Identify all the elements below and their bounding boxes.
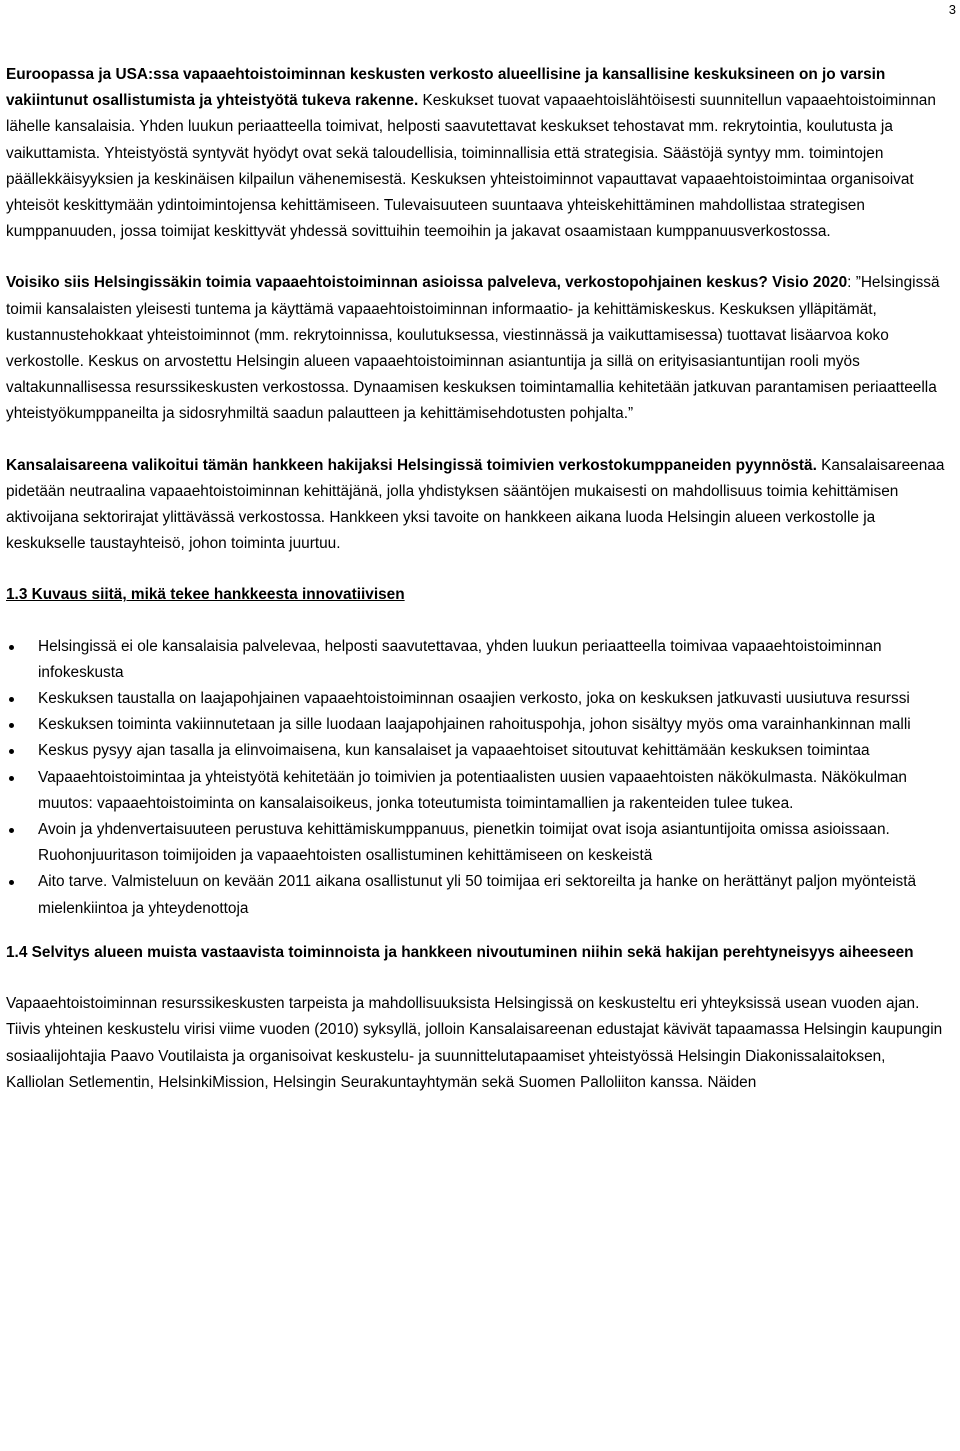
list-item-text: Keskuksen toiminta vakiinnutetaan ja sille luodaan laajapohjainen rahoituspohja, johon sisältyy myös oma varainhankinnan malli — [38, 716, 911, 734]
bullet-icon — [9, 645, 14, 650]
paragraph-lead-bold: Kansalaisareena valikoitui tämän hankkeen hakijaksi Helsingissä toimivien verkostokumppaneiden pyynnöstä. — [6, 456, 817, 474]
list-item — [6, 869, 946, 921]
list-item — [6, 686, 946, 712]
paragraph-text: Kansalaisareenaa pidetään neutraalina vapaaehtoistoiminnan kehittäjänä, jolla yhdistyksen sääntöjen mukaisesti on mahdollisuus toimia kehittämisen aktivoijana sektorirajat ylittävässä verkostossa. Hankkeen yksi tavoite on hankkeen aikana luoda Helsingin alueen verkostolle ja keskukselle taustayhteisö, johon toiminta juurtuu. — [6, 456, 945, 553]
paragraph-lead-bold: Euroopassa ja USA:ssa vapaaehtoistoiminnan keskusten verkosto alueellisine ja kansallisine keskuksineen on jo varsin vakiintunut osallistumista ja yhteistyötä tukeva rakenne. — [6, 66, 886, 110]
list-item-text: Aito tarve. Valmisteluun on kevään 2011 aikana osallistunut yli 50 toimijaa eri sektoreilta ja hanke on herättänyt paljon myönteistä mielenkiintoa ja yhteydenottoja — [38, 873, 917, 917]
innovation-bullet-list — [6, 634, 946, 922]
document-body — [6, 62, 946, 1096]
list-item-text: Avoin ja yhdenvertaisuuteen perustuva kehittämiskumppanuus, pienetkin toimijat ovat isoja asiantuntijoita omissa asioissaan. Ruohonjuuritason toimijoiden ja vapaaehtoisten osallistuminen kehittämiseen on keskeistä — [38, 821, 890, 865]
list-item — [6, 738, 946, 764]
section-heading-1-4: 1.4 Selvitys alueen muista vastaavista toiminnoista ja hankkeen nivoutuminen niihin sekä hakijan perehtyneisyys aiheeseen — [6, 943, 914, 961]
list-item-text: Helsingissä ei ole kansalaisia palvelevaa, helposti saavutettavaa, yhden luukun periaatteella toimivaa vapaaehtoistoiminnan infokeskusta — [38, 637, 882, 681]
bullet-icon — [9, 723, 14, 728]
bullet-icon — [9, 749, 14, 754]
vision-label-bold: Visio 2020 — [767, 274, 848, 292]
section-heading-1-3: 1.3 Kuvaus siitä, mikä tekee hankkeesta innovatiivisen — [6, 586, 405, 604]
paragraph-european-centers — [6, 62, 946, 245]
bullet-icon — [9, 828, 14, 833]
list-item — [6, 765, 946, 817]
list-item — [6, 817, 946, 869]
paragraph-question-bold: Voisiko siis Helsingissäkin toimia vapaaehtoistoiminnan asioissa palveleva, verkostopohjainen keskus? — [6, 274, 768, 292]
paragraph-text: Keskukset tuovat vapaaehtoislähtöisesti suunnitellun vapaaehtoistoiminnan lähelle kansalaisia. Yhden luukun periaatteella toimivat, helposti saavutettavat keskukset tehostavat mm. rekrytointia, koulutusta ja vaikuttamista. Yhteistyöstä syntyvät hyödyt ovat sekä taloudellisia, toiminnallisia että strategisia. Säästöjä syntyy mm. toimintojen päällekkäisyyksien ja keskinäisen kilpailun vähenemisestä. Keskuksen yhteistoiminnot vapauttavat vapaaehtoistoimintaa organisoivat yhteisöt keskittymään ydintoimintojensa kehittämiseen. Tulevaisuuteen suuntaava yhteiskehittäminen mahdollistaa strategisen kumppanuuden, jossa toimijat keskittyvät yhdessä sovittuihin teemoihin ja jakavat osaamistaan kumppanuusverkostossa. — [6, 92, 936, 241]
paragraph-kansalaisareena — [6, 453, 946, 558]
list-item — [6, 634, 946, 686]
list-item-text: Vapaaehtoistoimintaa ja yhteistyötä kehitetään jo toimivien ja potentiaalisten uusien vapaaehtoisten näkökulmasta. Näkökulman muutos: vapaaehtoistoiminta on kansalaisoikeus, jonka toteutumista toimintamallien ja rakenteiden tulee tukea. — [38, 768, 907, 812]
paragraph-resource-centers: Vapaaehtoistoiminnan resurssikeskusten tarpeista ja mahdollisuuksista Helsingissä on keskusteltu eri yhteyksissä usean vuoden ajan. Tiivis yhteinen keskustelu virisi viime vuoden (2010) syksyllä, jolloin Kansalaisareenan edustajat kävivät tapaamassa Helsingin kaupungin sosiaalijohtajia Paavo Voutilaista ja organisoivat keskustelu- ja suunnittelutapaamiset yhteistyössä Helsingin Diakonissalaitoksen, Kalliolan Setlementin, HelsinkiMission, Helsingin Seurakuntayhtymän sekä Suomen Palloliiton kanssa. Näiden — [6, 995, 943, 1091]
paragraph-vision-2020 — [6, 270, 946, 427]
bullet-icon — [9, 880, 14, 885]
list-item-text: Keskus pysyy ajan tasalla ja elinvoimaisena, kun kansalaiset ja vapaaehtoiset sitoutuvat kehittämään keskuksen toimintaa — [38, 742, 870, 760]
list-item — [6, 712, 946, 738]
bullet-icon — [9, 697, 14, 702]
list-item-text: Keskuksen taustalla on laajapohjainen vapaaehtoistoiminnan osaajien verkosto, joka on keskuksen jatkuvasti uusiutuva resurssi — [38, 690, 910, 708]
page-number: 3 — [948, 2, 956, 17]
bullet-icon — [9, 776, 14, 781]
paragraph-text: : ”Helsingissä toimii kansalaisten yleisesti tuntema ja käyttämä vapaaehtoistoiminnan informaatio- ja kehittämiskeskus. Keskuksen ylläpitämät, kustannustehokkaat yhteistoiminnot (mm. rekrytoinnissa, koulutuksessa, viestinnässä ja vaikuttamisessa) tuottavat lisäarvoa koko verkostolle. Keskus on arvostettu Helsingin alueen vapaaehtoistoiminnan asiantuntija ja sillä on erityisasiantuntijan rooli myös valtakunnallisessa resurssikeskusten verkostossa. Dynaamisen keskuksen toimintamallia kehitetään jatkuvan parantamisen periaatteella yhteistyökumppaneilta ja sidosryhmiltä saadun palautteen ja kehittämisehdotusten pohjalta.” — [6, 274, 940, 423]
